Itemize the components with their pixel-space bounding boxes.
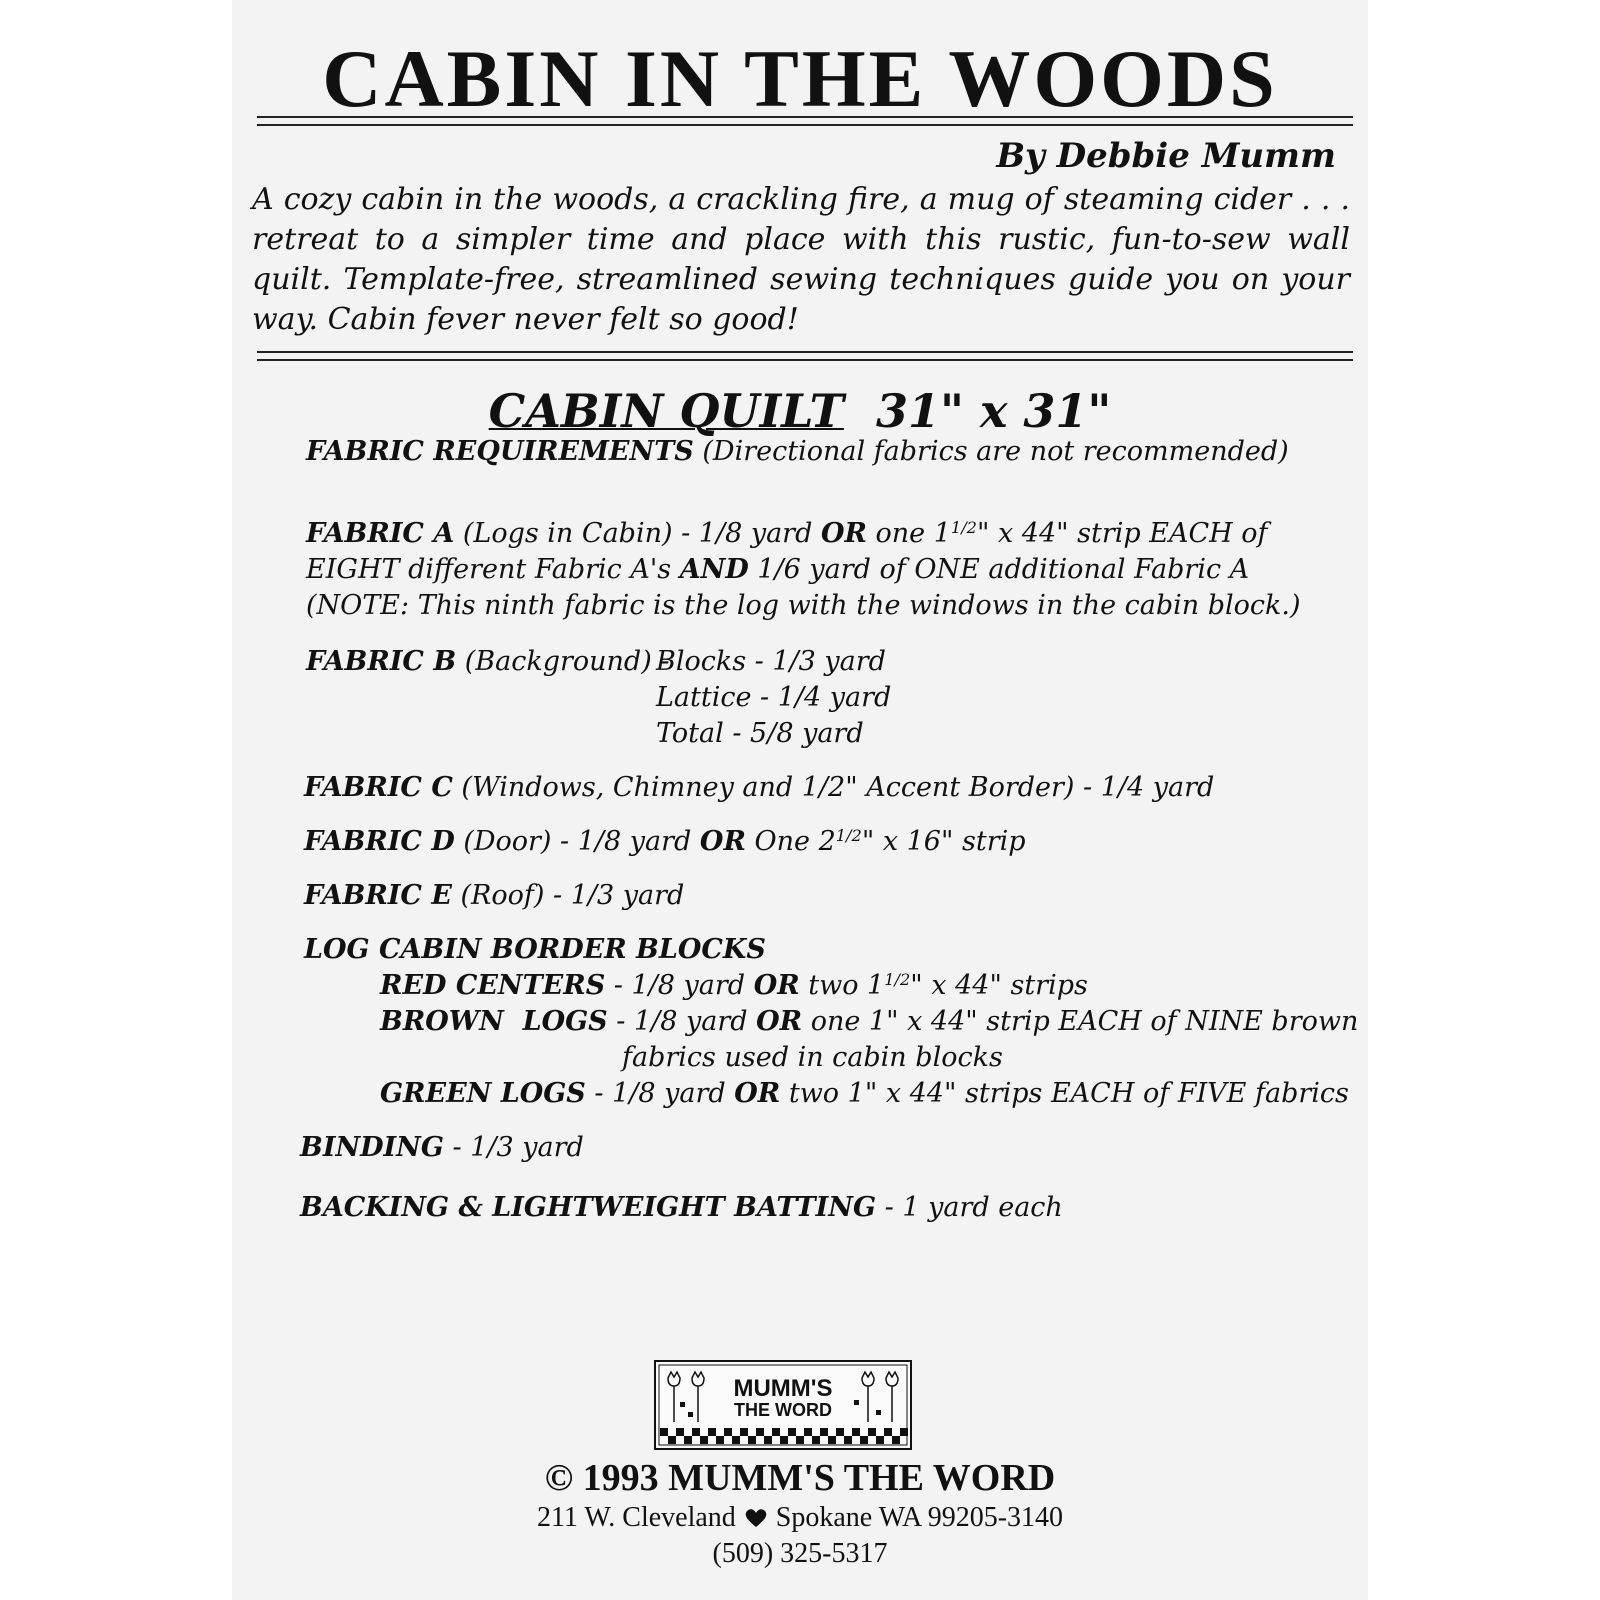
fabric-c-label: FABRIC C (304, 772, 453, 803)
backing-label: BACKING & LIGHTWEIGHT BATTING (300, 1192, 877, 1223)
green-logs-text: - 1/8 yard (594, 1078, 726, 1109)
red-centers-line (380, 968, 1088, 1004)
fabric-c-line (304, 770, 1214, 806)
fabric-d-text: One 2 (754, 826, 836, 857)
requirements-heading-note: (Directional fabrics are not recommended) (702, 436, 1289, 467)
pattern-page (232, 0, 1368, 1600)
title-divider (257, 116, 1353, 126)
fabric-e-line (304, 878, 684, 914)
fabric-a-text: EIGHT different Fabric A's (306, 554, 672, 585)
checker-square (788, 1428, 796, 1436)
binding-line (300, 1130, 584, 1166)
fabric-a-text: (Logs in Cabin) - 1/8 yard (462, 518, 813, 549)
section-divider (257, 351, 1353, 361)
backing-line (300, 1190, 1063, 1226)
border-blocks-label: LOG CABIN BORDER BLOCKS (304, 934, 766, 965)
checker-square (756, 1428, 764, 1436)
border-blocks-heading (304, 932, 766, 968)
checker-square (724, 1428, 732, 1436)
checker-square (884, 1428, 892, 1436)
binding-desc: - 1/3 yard (452, 1132, 584, 1163)
fabric-b-total: Total - 5/8 yard (656, 718, 864, 749)
fabric-e-label: FABRIC E (304, 880, 452, 911)
fabric-c-desc: (Windows, Chimney and 1/2" Accent Border) - 1/4 yard (461, 772, 1215, 803)
address-city: Spokane WA 99205-3140 (775, 1502, 1064, 1533)
fabric-a-line-1 (306, 516, 1268, 552)
checker-square (772, 1428, 780, 1436)
address-street: 211 W. Cleveland (536, 1502, 736, 1533)
checker-square (828, 1436, 836, 1444)
fabric-a-text: 1/6 yard of ONE additional Fabric A (757, 554, 1250, 585)
fabric-b-lattice: Lattice - 1/4 yard (656, 682, 892, 713)
fabric-b-blocks: Blocks - 1/3 yard (656, 646, 886, 677)
fabric-d-text: (Door) - 1/8 yard (463, 826, 692, 857)
fabric-a-line-2 (306, 552, 1249, 588)
copyright: © 1993 MUMM'S THE WORD (544, 1457, 1056, 1499)
requirements-heading (306, 434, 1289, 470)
fabric-e-desc: (Roof) - 1/3 yard (460, 880, 685, 911)
green-logs-label: GREEN LOGS (380, 1078, 586, 1109)
checker-square (812, 1436, 820, 1444)
checker-square (820, 1428, 828, 1436)
checker-square (676, 1428, 684, 1436)
checker-square (852, 1428, 860, 1436)
fabric-a-fraction: 1/2 (950, 518, 977, 538)
fabric-a-or: OR (820, 518, 867, 549)
green-logs-line (380, 1076, 1349, 1112)
quilt-size: 31" x 31" (875, 384, 1112, 438)
fabric-d-or: OR (699, 826, 746, 857)
checker-square (796, 1436, 804, 1444)
fabric-a-and: AND (679, 554, 749, 585)
fabric-a-note: (NOTE: This ninth fabric is the log with the windows in the cabin block.) (306, 590, 1301, 621)
red-centers-or: OR (753, 970, 800, 1001)
fabric-a-text: one 1 (875, 518, 951, 549)
page-title: CABIN IN THE WOODS (322, 33, 1278, 124)
red-centers-text: " x 44" strips (910, 970, 1088, 1001)
requirements-heading-label: FABRIC REQUIREMENTS (306, 436, 694, 467)
binding-label: BINDING (300, 1132, 444, 1163)
checker-square (900, 1428, 908, 1436)
checker-square (836, 1428, 844, 1436)
heart-icon (744, 1508, 768, 1528)
checker-square (860, 1436, 868, 1444)
fabric-b-desc: (Background) - (464, 646, 670, 677)
logo-line-1: MUMM'S (733, 1375, 833, 1402)
brown-logs-line (380, 1004, 1358, 1040)
checker-square (692, 1428, 700, 1436)
checker-square (684, 1436, 692, 1444)
checker-square (660, 1428, 668, 1436)
checker-square (892, 1436, 900, 1444)
checker-square (668, 1436, 676, 1444)
brown-logs-label: BROWN LOGS (380, 1006, 608, 1037)
fabric-d-line (304, 824, 1026, 860)
brown-logs-or: OR (756, 1006, 803, 1037)
checker-square (876, 1436, 884, 1444)
red-centers-text: two 1 (808, 970, 885, 1001)
intro-paragraph: A cozy cabin in the woods, a crackling fire, a mug of steaming cider . . . retreat to a simpler time and place with this rustic, fun-to-sew wall quilt. Template-free, streamlined sewing techniques guide you on your way. Cabin fever never felt so good! (252, 182, 1350, 337)
green-logs-or: OR (734, 1078, 781, 1109)
fabric-d-text: " x 16" strip (861, 826, 1026, 857)
quilt-name: CABIN QUILT (488, 384, 844, 438)
checker-square (748, 1436, 756, 1444)
checker-square (700, 1436, 708, 1444)
brown-logs-text: - 1/8 yard (616, 1006, 748, 1037)
fabric-a-text: " x 44" strip EACH of (976, 518, 1268, 549)
green-logs-text: two 1" x 44" strips EACH of FIVE fabrics (788, 1078, 1349, 1109)
checker-square (716, 1436, 724, 1444)
mumms-the-word-logo (654, 1360, 912, 1450)
checker-square (764, 1436, 772, 1444)
checker-square (868, 1428, 876, 1436)
brown-logs-text: one 1" x 44" strip EACH of NINE brown (810, 1006, 1359, 1037)
logo-line-2: THE WORD (734, 1400, 832, 1420)
brown-logs-continued: fabrics used in cabin blocks (622, 1042, 1003, 1073)
red-centers-text: - 1/8 yard (613, 970, 746, 1001)
fabric-d-fraction: 1/2 (835, 826, 862, 846)
backing-desc: - 1 yard each (884, 1192, 1063, 1223)
quilt-heading (232, 384, 1368, 438)
fabric-d-label: FABRIC D (304, 826, 455, 857)
checker-square (708, 1428, 716, 1436)
checker-square (804, 1428, 812, 1436)
author-byline: By Debbie Mumm (996, 136, 1336, 176)
checker-square (780, 1436, 788, 1444)
red-centers-fraction: 1/2 (884, 970, 911, 990)
fabric-b-line (306, 644, 669, 680)
address (232, 1502, 1368, 1534)
checker-square (740, 1428, 748, 1436)
red-centers-label: RED CENTERS (380, 970, 606, 1001)
checker-square (732, 1436, 740, 1444)
fabric-a-label: FABRIC A (306, 518, 455, 549)
checker-square (844, 1436, 852, 1444)
phone-number: (509) 325-5317 (712, 1538, 888, 1569)
fabric-b-label: FABRIC B (306, 646, 457, 677)
